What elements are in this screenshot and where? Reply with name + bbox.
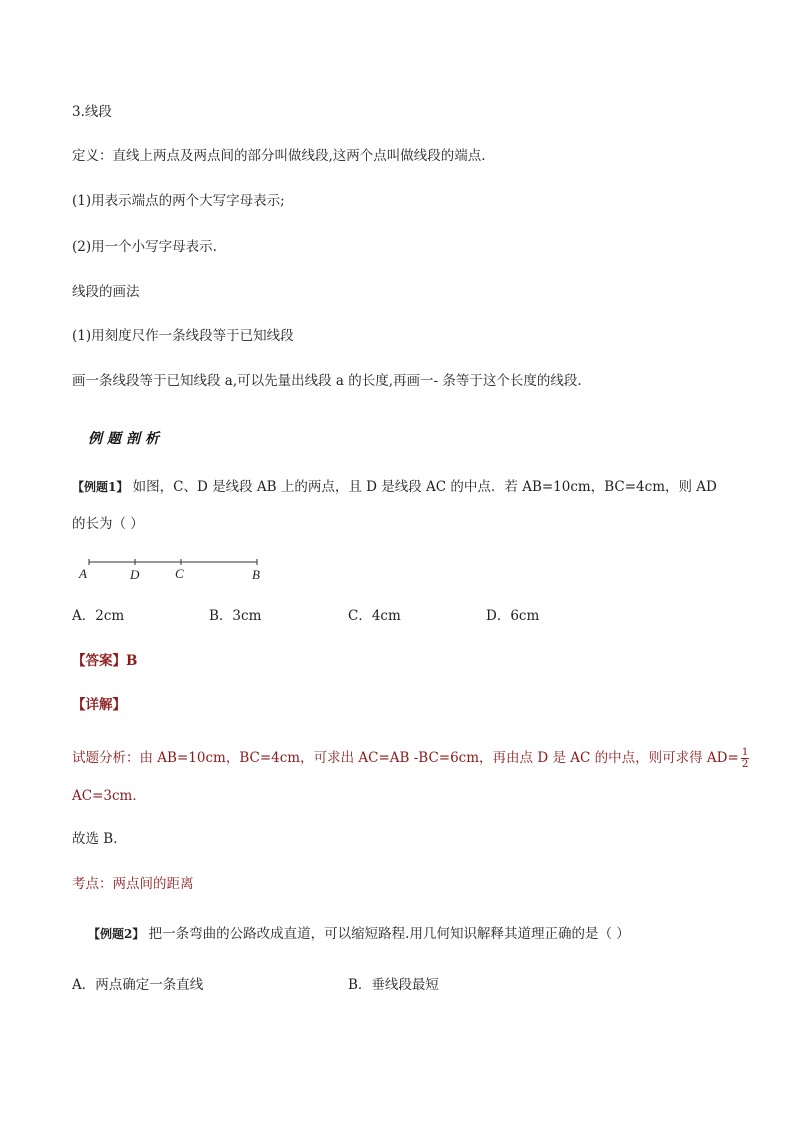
analysis-line1 [72,747,749,770]
section-title: 3.线段 [72,104,112,120]
fraction-half [741,747,750,770]
example1-option-a: A．2cm [72,608,125,624]
example1-question-line2: 的长为（ ） [72,516,144,532]
example1-option-c: C．4cm [348,608,401,624]
label-d: D [130,567,140,582]
example1-question-line1 [72,477,717,497]
example2-tag: 【例题2】 [88,927,145,941]
example2-question-text: 把一条弯曲的公路改成直道，可以缩短路程.用几何知识解释其道理正确的是（ ） [144,926,630,942]
drawing-method-title: 线段的画法 [72,284,140,300]
notation-item-1: (1)用表示端点的两个大写字母表示; [72,193,285,209]
drawing-description: 画一条线段等于已知线段 a,可以先量出线段 a 的长度,再画一- 条等于这个长度的线段. [72,373,582,389]
label-a: A [79,566,87,581]
notation-item-2: (2)用一个小写字母表示. [72,239,217,255]
fraction-denominator: 2 [741,758,749,770]
example1-tag: 【例题1】 [72,480,129,494]
example2-option-a: A．两点确定一条直线 [72,977,204,993]
label-c: C [175,566,184,581]
drawing-step-1: (1)用刻度尺作一条线段等于已知线段 [72,328,294,344]
choice-text: 故选 B． [72,831,127,847]
definition-text: 定义：直线上两点及两点间的部分叫做线段,这两个点叫做线段的端点. [72,148,486,164]
fraction-numerator: 1 [741,746,749,758]
kaodian-text: 考点：两点间的距离 [72,876,194,892]
label-b: B [252,567,260,582]
example2-question [88,924,630,944]
analysis-line2: AC=3cm． [72,788,146,804]
answer-label: 【答案】B [72,653,138,669]
explain-label: 【详解】 [72,697,126,713]
segment-figure [72,553,282,587]
analysis-text: 试题分析：由 AB=10cm，BC=4cm，可求出 AC=AB -BC=6cm，再由点 D 是 AC 的中点，则可求得 AD= [72,750,739,766]
example1-option-b: B．3cm [209,608,262,624]
example2-option-b: B．垂线段最短 [348,977,439,993]
example1-option-d: D．6cm [486,608,540,624]
example1-question-text: 如图，C、D 是线段 AB 上的两点，且 D 是线段 AC 的中点．若 AB=10cm，BC=4cm，则 AD [128,479,717,495]
examples-heading: 例题剖析 [88,431,164,447]
